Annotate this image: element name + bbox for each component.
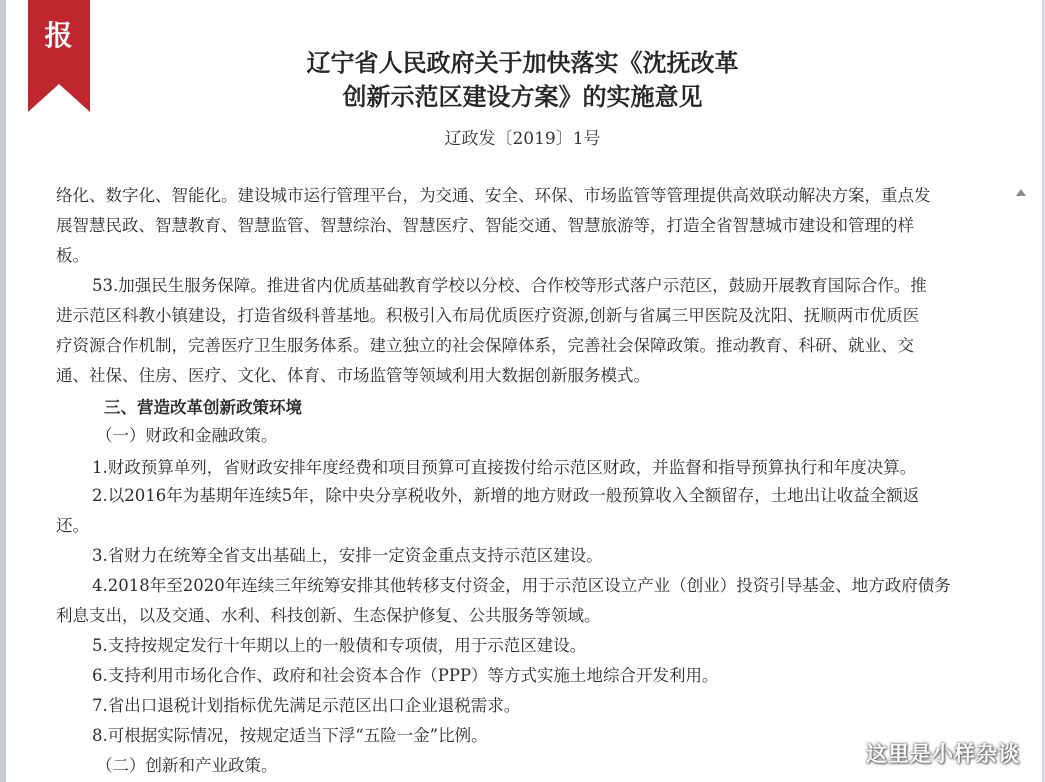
section-heading: 三、营造改革创新政策环境: [104, 398, 302, 417]
text-line: 进示范区科教小镇建设，打造省级科普基地。积极引入布局优质医疗资源,创新与省属三甲医院及沈阳、抚顺两市优质医: [56, 306, 920, 325]
text-line: 6.支持利用市场化合作、政府和社会资本合作（PPP）等方式实施土地综合开发利用。: [92, 666, 719, 685]
text-line: 5.支持按规定发行十年期以上的一般债和专项债，用于示范区建设。: [92, 636, 587, 655]
text-line: 通、社保、住房、医疗、文化、体育、市场监管等领域利用大数据创新服务模式。: [56, 366, 650, 385]
text-line: 8.可根据实际情况，按规定适当下浮“五险一金”比例。: [92, 726, 488, 745]
text-line: 3.省财力在统筹全省支出基础上，安排一定资金重点支持示范区建设。: [92, 546, 603, 565]
text-line: 疗资源合作机制，完善医疗卫生服务体系。建立独立的社会保障体系，完善社会保障政策。推动教育、科研、就业、交: [56, 336, 914, 355]
left-border: [0, 0, 6, 782]
text-line: 利息支出，以及交通、水利、科技创新、生态保护修复、公共服务等领域。: [56, 606, 601, 625]
text-line: 展智慧民政、智慧教育、智慧监管、智慧综治、智慧医疗、智能交通、智慧旅游等，打造全省智慧城市建设和管理的样: [56, 216, 914, 235]
text-line: 还。: [56, 516, 89, 535]
document-title-line-1: 辽宁省人民政府关于加快落实《沈抚改革: [306, 49, 739, 77]
text-line: 53.加强民生服务保障。推进省内优质基础教育学校以分校、合作校等形式落户示范区，鼓励开展教育国际合作。推: [92, 276, 927, 295]
watermark: 这里是小样杂谈: [866, 742, 1020, 766]
text-line: 络化、数字化、智能化。建设城市运行管理平台，为交通、安全、环保、市场监管等管理提供高效联动解决方案，重点发: [56, 186, 931, 205]
subsection-heading: （一）财政和金融政策。: [96, 426, 278, 445]
text-line: 4.2018年至2020年连续三年统筹安排其他转移支付资金，用于示范区设立产业（创业）投资引导基金、地方政府债务: [92, 576, 951, 595]
subsection-heading: （二）创新和产业政策。: [96, 756, 278, 775]
text-line: 2.以2016年为基期年连续5年，除中央分享税收外，新增的地方财政一般预算收入全额留存，土地出让收益全额返: [92, 486, 920, 505]
text-line: 1.财政预算单列，省财政安排年度经费和项目预算可直接拨付给示范区财政，并监督和指导预算执行和年度决算。: [92, 458, 917, 477]
scroll-up-arrow-icon[interactable]: [1014, 186, 1028, 200]
document-title-line-2: 创新示范区建设方案》的实施意见: [342, 83, 703, 111]
badge-label: 报: [44, 19, 74, 52]
document-number: 辽政发〔2019〕1号: [444, 129, 601, 149]
text-line: 板。: [56, 246, 89, 265]
text-line: 7.省出口退税计划指标优先满足示范区出口企业退税需求。: [92, 696, 521, 715]
